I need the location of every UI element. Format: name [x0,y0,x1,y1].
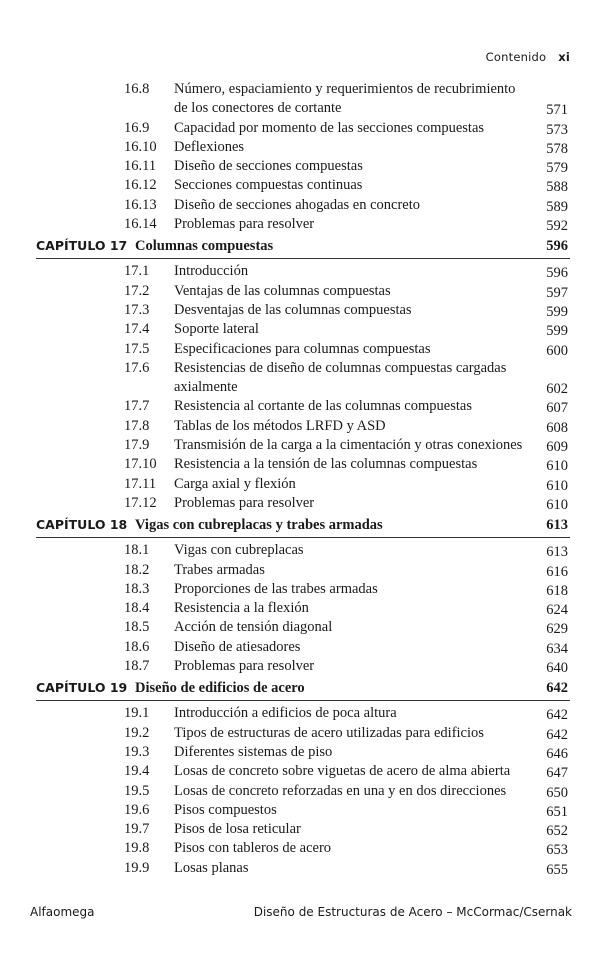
table-of-contents [0,80,600,878]
section-title: Ventajas de las columnas compuestas [174,282,391,299]
chapter-heading [0,236,600,256]
section-number: 18.1 [124,542,150,559]
section-number: 17.7 [124,398,150,415]
section-number: 18.4 [124,600,150,617]
header-section-title: Contenido [485,50,547,64]
section-number: 18.7 [124,658,150,675]
section-page-number: 573 [546,121,568,138]
toc-entry [0,561,600,580]
section-page-number: 588 [546,179,568,196]
section-page-number: 602 [546,381,568,398]
section-page-number: 608 [546,419,568,436]
toc-entry [0,436,600,455]
section-page-number: 629 [546,621,568,638]
toc-entry [0,657,600,676]
section-title: Losas de concreto reforzadas en una y en dos direcciones [174,782,507,799]
toc-entry [0,859,600,878]
toc-entry [0,397,600,416]
section-number: 17.4 [124,321,150,338]
section-title: Pisos compuestos [174,801,277,818]
section-page-number: 652 [546,823,568,840]
section-title: Tablas de los métodos LRFD y ASD [174,417,386,434]
section-number: 16.8 [124,81,150,97]
section-number: 16.12 [124,177,157,194]
section-number: 18.6 [124,638,150,655]
section-page-number: 624 [546,602,568,619]
toc-entry [0,455,600,474]
toc-entry [0,282,600,301]
chapter-heading [0,515,600,535]
section-number: 16.14 [124,216,157,233]
toc-entry [0,475,600,494]
section-page-number: 578 [546,140,568,157]
toc-entry [0,138,600,157]
section-page-number: 640 [546,660,568,677]
section-page-number: 610 [546,477,568,494]
section-title: Losas planas [174,859,249,876]
section-title: Problemas para resolver [174,658,315,675]
section-page-number: 616 [546,563,568,580]
section-title: Introducción a edificios de poca altura [174,705,397,722]
section-page-number: 610 [546,458,568,475]
section-number: 17.11 [124,475,157,492]
section-page-number: 634 [546,640,568,657]
section-title: Número, espaciamiento y requerimientos de recubrimiento de los conectores de cortante [174,81,516,117]
toc-entry [0,494,600,513]
section-number: 17.6 [124,359,150,376]
section-title: Problemas para resolver [174,494,315,511]
toc-entry [0,417,600,436]
section-number: 17.3 [124,301,150,318]
section-page-number: 597 [546,284,568,301]
section-number: 19.7 [124,821,150,838]
toc-entry [0,599,600,618]
section-title: Diferentes sistemas de piso [174,743,333,760]
section-title: Pisos con tableros de acero [174,840,332,857]
section-title: Resistencias de diseño de columnas compuestas cargadas axialmente [174,359,507,396]
section-page-number: 579 [546,160,568,177]
section-title: Diseño de secciones ahogadas en concreto [174,196,420,213]
chapter-label: CAPÍTULO 19 [36,680,128,696]
section-page-number: 607 [546,400,568,417]
section-title: Losas de concreto sobre viguetas de acero de alma abierta [174,763,511,780]
section-number: 16.9 [124,119,150,136]
toc-entry [0,215,600,234]
chapter-page-number: 642 [546,680,568,697]
chapter-heading [0,678,600,698]
section-page-number: 653 [546,842,568,859]
section-title: Deflexiones [174,138,245,155]
toc-entry [0,704,600,723]
toc-entry [0,196,600,215]
section-page-number: 642 [546,726,568,743]
section-title: Tipos de estructuras de acero utilizadas para edificios [174,724,484,741]
section-number: 19.2 [124,724,150,741]
section-number: 16.10 [124,138,157,155]
section-page-number: 655 [546,861,568,878]
toc-entry [0,724,600,743]
section-number: 16.13 [124,196,157,213]
toc-entry [0,359,600,398]
section-title: Desventajas de las columnas compuestas [174,301,412,318]
section-title: Trabes armadas [174,561,265,578]
section-number: 17.9 [124,437,150,454]
section-title: Proporciones de las trabes armadas [174,580,378,597]
toc-entry [0,782,600,801]
toc-entry [0,580,600,599]
section-number: 19.8 [124,840,150,857]
section-title: Especificaciones para columnas compuestas [174,340,431,357]
chapter-label: CAPÍTULO 18 [36,517,128,533]
section-title: Soporte lateral [174,321,259,338]
section-page-number: 599 [546,323,568,340]
section-title: Diseño de atiesadores [174,638,301,655]
section-page-number: 571 [546,102,568,119]
chapter-divider [36,258,570,259]
toc-entry [0,762,600,781]
section-number: 17.10 [124,456,157,473]
toc-entry [0,743,600,762]
section-number: 17.1 [124,263,150,280]
section-page-number: 610 [546,496,568,513]
toc-entry [0,541,600,560]
section-page-number: 651 [546,803,568,820]
chapter-page-number: 596 [546,238,568,255]
section-page-number: 642 [546,707,568,724]
section-page-number: 589 [546,198,568,215]
section-page-number: 596 [546,265,568,282]
section-title: Resistencia al cortante de las columnas compuestas [174,398,472,415]
section-number: 18.5 [124,619,150,636]
section-number: 17.5 [124,340,150,357]
toc-entry [0,340,600,359]
section-number: 19.9 [124,859,150,876]
toc-entry [0,80,600,119]
section-page-number: 613 [546,544,568,561]
chapter-divider [36,700,570,701]
section-title: Problemas para resolver [174,216,315,233]
section-number: 19.3 [124,743,150,760]
section-number: 17.2 [124,282,150,299]
toc-entry [0,820,600,839]
section-title: Introducción [174,263,249,280]
section-page-number: 647 [546,765,568,782]
section-number: 16.11 [124,158,157,175]
section-title: Resistencia a la flexión [174,600,309,617]
section-page-number: 599 [546,303,568,320]
toc-entry [0,119,600,138]
section-title: Acción de tensión diagonal [174,619,333,636]
section-number: 17.12 [124,494,157,511]
section-page-number: 592 [546,218,568,235]
section-number: 19.1 [124,705,150,722]
running-header [486,50,570,64]
toc-entry [0,801,600,820]
section-number: 19.5 [124,782,150,799]
section-page-number: 618 [546,582,568,599]
footer-book-title: Diseño de Estructuras de Acero – McCormac/Csernak [253,905,572,919]
toc-entry [0,618,600,637]
section-number: 19.4 [124,763,150,780]
section-number: 18.3 [124,580,150,597]
section-title: Carga axial y flexión [174,475,296,492]
section-title: Capacidad por momento de las secciones compuestas [174,119,485,136]
footer-publisher: Alfaomega [30,905,95,919]
toc-entry [0,262,600,281]
toc-entry [0,839,600,858]
chapter-divider [36,537,570,538]
chapter-page-number: 613 [546,517,568,534]
header-page-number: xi [558,50,570,64]
section-number: 19.6 [124,801,150,818]
section-title: Resistencia a la tensión de las columnas compuestas [174,456,478,473]
section-number: 18.2 [124,561,150,578]
section-title: Secciones compuestas continuas [174,177,363,194]
section-page-number: 646 [546,745,568,762]
section-title: Vigas con cubreplacas [174,542,304,559]
toc-entry [0,157,600,176]
chapter-label: CAPÍTULO 17 [36,238,128,254]
toc-entry [0,176,600,195]
chapter-title: Vigas con cubreplacas y trabes armadas [135,517,383,534]
section-title: Transmisión de la carga a la cimentación y otras conexiones [174,437,523,454]
section-page-number: 600 [546,342,568,359]
toc-entry [0,638,600,657]
section-page-number: 609 [546,439,568,456]
section-title: Diseño de secciones compuestas [174,158,363,175]
toc-entry [0,320,600,339]
section-number: 17.8 [124,417,150,434]
toc-entry [0,301,600,320]
chapter-title: Columnas compuestas [135,238,274,255]
chapter-title: Diseño de edificios de acero [135,680,305,697]
section-title: Pisos de losa reticular [174,821,301,838]
section-page-number: 650 [546,784,568,801]
